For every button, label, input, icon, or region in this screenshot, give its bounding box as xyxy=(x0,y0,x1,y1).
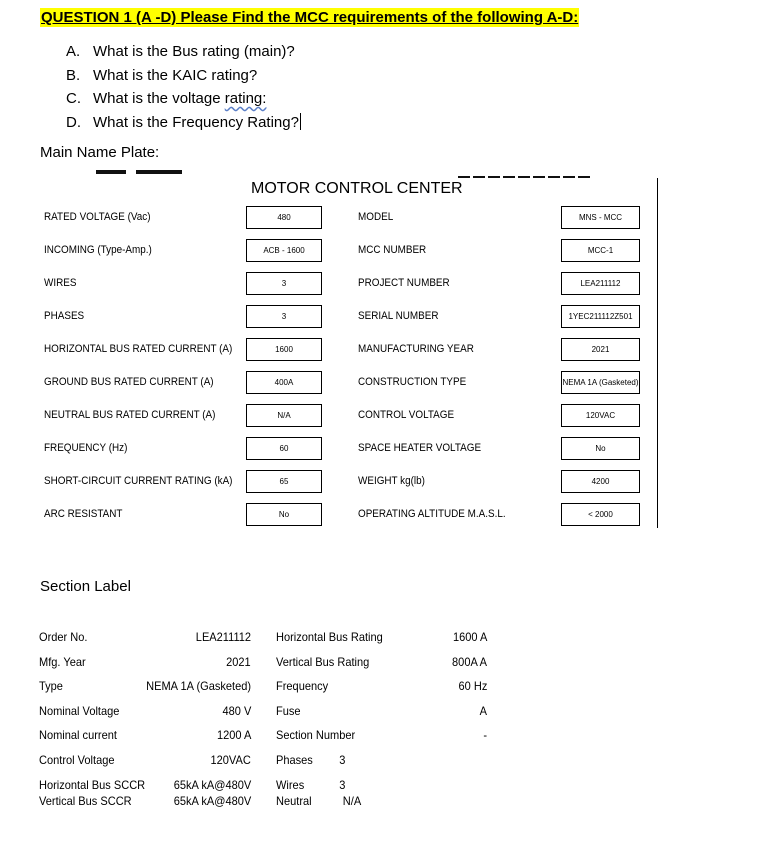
section-field-value: 3 xyxy=(339,753,346,767)
nameplate-label: WIRES xyxy=(44,277,77,289)
section-field-label: Type xyxy=(39,679,63,693)
section-label-heading: Section Label xyxy=(40,578,131,595)
section-label-row xyxy=(39,679,499,697)
nameplate-row xyxy=(40,470,660,494)
nameplate-value-box: 2021 xyxy=(561,338,640,361)
nameplate-row xyxy=(40,239,660,263)
nameplate-title: MOTOR CONTROL CENTER xyxy=(251,180,463,197)
section-field-label: Vertical Bus SCCR xyxy=(39,794,132,808)
nameplate-value-box: 480 xyxy=(246,206,322,229)
nameplate-label: INCOMING (Type-Amp.) xyxy=(44,244,152,256)
section-field-value: 120VAC xyxy=(210,753,251,767)
section-field-value: 800A A xyxy=(451,655,487,669)
nameplate-label: CONSTRUCTION TYPE xyxy=(358,376,467,388)
nameplate-label: HORIZONTAL BUS RATED CURRENT (A) xyxy=(44,343,233,355)
section-label-row xyxy=(39,753,499,771)
section-field-value: 1600 A xyxy=(452,630,487,644)
nameplate-label: MODEL xyxy=(358,211,394,223)
nameplate-value-box: 3 xyxy=(246,272,322,295)
nameplate-label: CONTROL VOLTAGE xyxy=(358,409,455,421)
nameplate-value-box: MCC-1 xyxy=(561,239,640,262)
nameplate-value-box: 1YEC211112Z501 xyxy=(561,305,640,328)
section-field-label: Fuse xyxy=(276,704,301,718)
section-field-value: A xyxy=(479,704,487,718)
section-field-value: N/A xyxy=(342,794,362,808)
nameplate-label: PROJECT NUMBER xyxy=(358,277,450,289)
spellcheck-underline: rating: xyxy=(224,90,267,107)
section-field-label: Phases xyxy=(276,753,313,767)
logo-fragment xyxy=(458,176,593,178)
nameplate-row xyxy=(40,338,660,362)
section-label-row xyxy=(39,630,499,648)
question-list xyxy=(66,40,301,134)
nameplate-value-box: N/A xyxy=(246,404,322,427)
question-item-b: B. What is the KAIC rating? xyxy=(66,66,258,84)
section-field-label: Neutral xyxy=(276,794,312,808)
nameplate-value-box: 65 xyxy=(246,470,322,493)
nameplate-value-box: < 2000 xyxy=(561,503,640,526)
nameplate-label: ARC RESISTANT xyxy=(44,508,123,520)
question-item-d: D. What is the Frequency Rating? xyxy=(66,113,299,131)
nameplate-value-box: 3 xyxy=(246,305,322,328)
section-label-row xyxy=(39,728,499,746)
nameplate-label: WEIGHT kg(lb) xyxy=(358,475,425,487)
section-field-label: Nominal current xyxy=(39,728,117,742)
section-field-value: 65kA kA@480V xyxy=(173,794,251,808)
text-cursor xyxy=(300,113,301,130)
nameplate-row xyxy=(40,503,660,527)
nameplate-row xyxy=(40,404,660,428)
nameplate-label: GROUND BUS RATED CURRENT (A) xyxy=(44,376,214,388)
section-field-value: 480 V xyxy=(222,704,251,718)
section-field-label: Wires xyxy=(276,778,305,792)
nameplate-label: SPACE HEATER VOLTAGE xyxy=(358,442,482,454)
nameplate-value-box: NEMA 1A (Gasketed) xyxy=(561,371,640,394)
nameplate-value-box: 60 xyxy=(246,437,322,460)
nameplate-value-box: 400A xyxy=(246,371,322,394)
section-field-label: Order No. xyxy=(39,630,88,644)
nameplate-value-box: ACB - 1600 xyxy=(246,239,322,262)
nameplate-value-box: 120VAC xyxy=(561,404,640,427)
nameplate-label: OPERATING ALTITUDE M.A.S.L. xyxy=(358,508,506,520)
section-field-label: Vertical Bus Rating xyxy=(276,655,370,669)
question-title: QUESTION 1 (A -D) Please Find the MCC requirements of the following A-D: xyxy=(41,9,579,26)
section-field-label: Horizontal Bus Rating xyxy=(276,630,383,644)
logo-fragment xyxy=(136,170,182,174)
nameplate-value-box: No xyxy=(246,503,322,526)
nameplate-value-box: 1600 xyxy=(246,338,322,361)
section-field-value: 3 xyxy=(339,778,346,792)
nameplate-label: NEUTRAL BUS RATED CURRENT (A) xyxy=(44,409,216,421)
question-item-a: A. What is the Bus rating (main)? xyxy=(66,43,295,60)
question-item-c: C. What is the voltage rating: xyxy=(66,90,267,107)
section-label-row xyxy=(39,655,499,673)
section-field-value: 65kA kA@480V xyxy=(173,778,251,792)
nameplate-label: SHORT-CIRCUIT CURRENT RATING (kA) xyxy=(44,475,233,487)
nameplate-value-box: 4200 xyxy=(561,470,640,493)
logo-fragment xyxy=(96,170,126,174)
nameplate-value-box: No xyxy=(561,437,640,460)
section-field-label: Control Voltage xyxy=(39,753,115,767)
section-field-value: 1200 A xyxy=(216,728,251,742)
nameplate-row xyxy=(40,371,660,395)
nameplate-row xyxy=(40,206,660,230)
nameplate xyxy=(40,170,660,530)
section-label-row xyxy=(39,704,499,722)
nameplate-label: PHASES xyxy=(44,310,85,322)
section-label-row xyxy=(39,794,499,812)
main-name-plate-heading: Main Name Plate: xyxy=(40,144,160,161)
nameplate-label: MANUFACTURING YEAR xyxy=(358,343,474,355)
section-field-label: Horizontal Bus SCCR xyxy=(39,778,146,792)
nameplate-row xyxy=(40,272,660,296)
nameplate-label: RATED VOLTAGE (Vac) xyxy=(44,211,151,223)
nameplate-row xyxy=(40,305,660,329)
section-field-value: - xyxy=(483,728,487,742)
section-field-label: Section Number xyxy=(276,728,356,742)
section-field-value: 2021 xyxy=(226,655,251,669)
nameplate-value-box: LEA211112 xyxy=(561,272,640,295)
section-field-label: Nominal Voltage xyxy=(39,704,120,718)
section-field-value: NEMA 1A (Gasketed) xyxy=(146,679,251,693)
section-field-label: Mfg. Year xyxy=(39,655,86,669)
section-field-value: 60 Hz xyxy=(458,679,487,693)
section-field-label: Frequency xyxy=(276,679,329,693)
nameplate-value-box: MNS - MCC xyxy=(561,206,640,229)
nameplate-label: FREQUENCY (Hz) xyxy=(44,442,128,454)
nameplate-label: SERIAL NUMBER xyxy=(358,310,439,322)
nameplate-row xyxy=(40,437,660,461)
section-field-value: LEA211112 xyxy=(195,630,251,644)
nameplate-label: MCC NUMBER xyxy=(358,244,427,256)
